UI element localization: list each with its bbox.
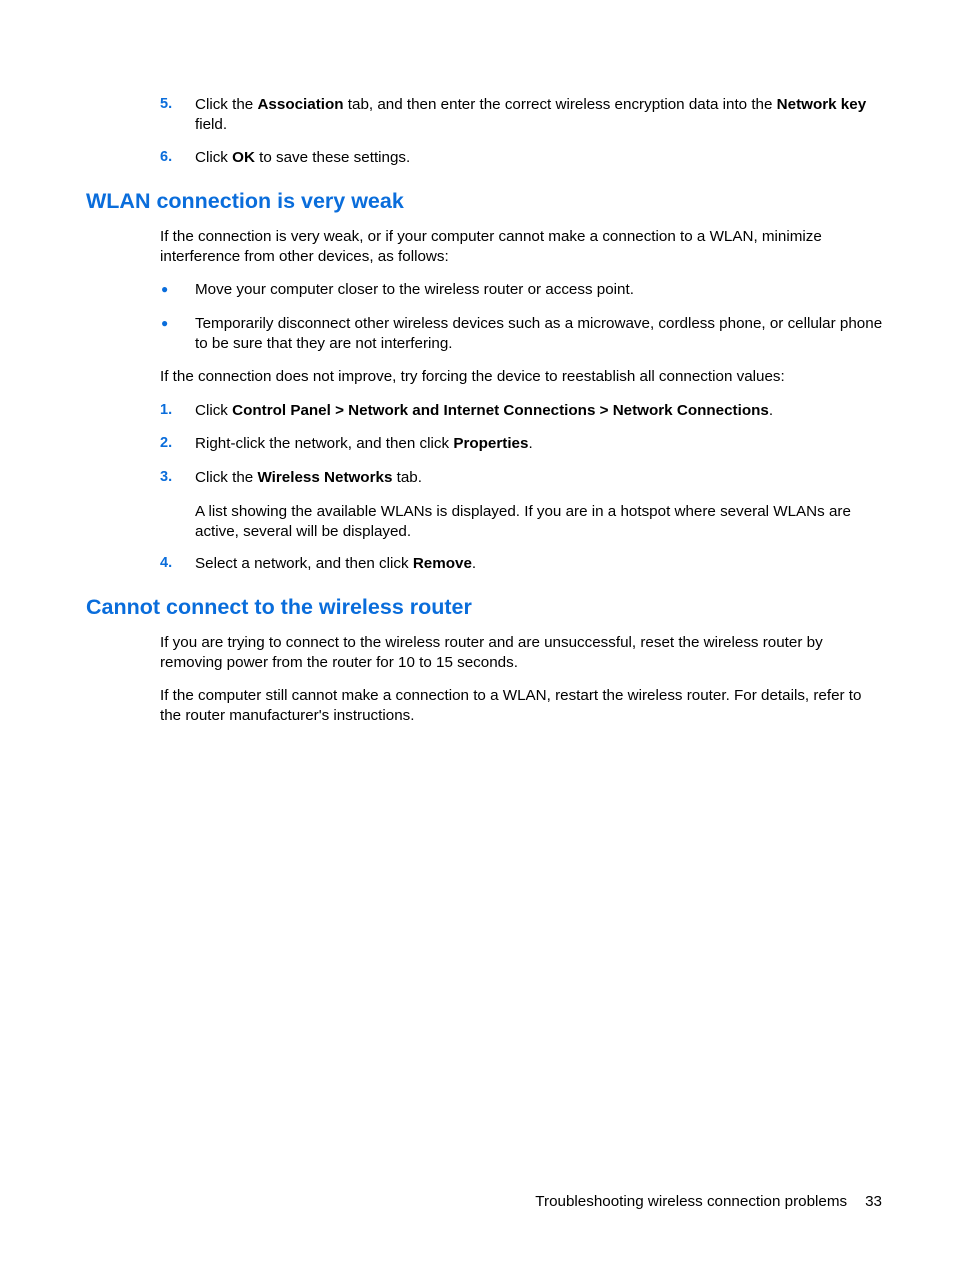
step-text: Click OK to save these settings.: [195, 149, 411, 166]
bullet-item: Move your computer closer to the wireless router or access point.: [195, 281, 634, 298]
step-number: 2.: [160, 435, 173, 451]
step-note: A list showing the available WLANs is displayed. If you are in a hotspot where several WLANs are active, several will be displayed.: [195, 503, 851, 540]
step-number: 3.: [160, 469, 173, 485]
step-text: Click the Association tab, and then enter the correct wireless encryption data into the Network key field.: [195, 96, 867, 133]
page-footer: [535, 1192, 882, 1212]
paragraph: If the connection does not improve, try forcing the device to reestablish all connection values:: [160, 368, 785, 385]
section-intro-paragraph: If the connection is very weak, or if your computer cannot make a connection to a WLAN, minimize interference from other devices, as follows:: [160, 228, 822, 265]
bullet-icon: ●: [161, 282, 169, 296]
step-number: 4.: [160, 555, 173, 571]
step-text: Click the Wireless Networks tab.: [195, 469, 422, 486]
step-number: 1.: [160, 402, 173, 418]
footer-title: Troubleshooting wireless connection problems: [535, 1193, 848, 1210]
section-heading-wlan-weak: WLAN connection is very weak: [86, 189, 404, 213]
section-heading-cannot-connect: Cannot connect to the wireless router: [86, 595, 472, 619]
step-number: 6.: [160, 149, 173, 165]
step-text: Right-click the network, and then click Properties.: [195, 435, 533, 452]
page-number: 33: [865, 1193, 882, 1210]
step-text: Select a network, and then click Remove.: [195, 555, 477, 572]
bullet-icon: ●: [161, 316, 169, 330]
bullet-item: Temporarily disconnect other wireless devices such as a microwave, cordless phone, or cellular phone to be sure that they are not interfering.: [195, 315, 883, 352]
paragraph: If you are trying to connect to the wireless router and are unsuccessful, reset the wireless router by removing power from the router for 10 to 15 seconds.: [160, 634, 823, 671]
step-text: Click Control Panel > Network and Internet Connections > Network Connections.: [195, 402, 774, 419]
step-number: 5.: [160, 96, 173, 112]
paragraph: If the computer still cannot make a connection to a WLAN, restart the wireless router. For details, refer to the router manufacturer's instructions.: [160, 687, 862, 724]
